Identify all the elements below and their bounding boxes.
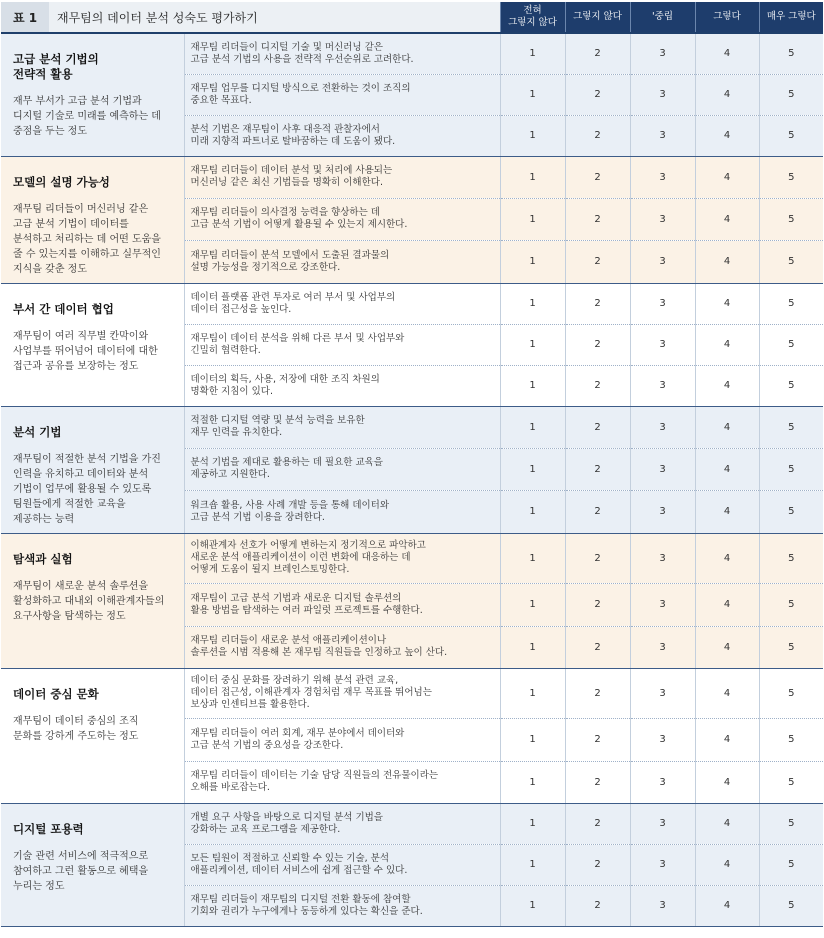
statement-text: 이해관계자 선호가 어떻게 변하는지 정기적으로 파악하고 새로운 분석 애플리케이션이 이런 변화에 대응하는 데 어떻게 도움이 될지 브레인스토밍한다.	[184, 533, 500, 583]
scale-strongly-disagree: 전혀 그렇지 않다	[500, 2, 565, 33]
score-option-5[interactable]: 5	[759, 583, 823, 626]
score-option-4[interactable]: 4	[695, 324, 759, 365]
statement-text: 재무팀 리더들이 데이터 분석 및 처리에 사용되는 머신러닝 같은 최신 기법들을 명확히 이해한다.	[184, 156, 500, 198]
score-option-2[interactable]: 2	[565, 241, 630, 283]
score-option-3[interactable]: 3	[630, 718, 695, 761]
table-row	[1, 803, 823, 844]
table-row	[1, 156, 823, 198]
score-option-2[interactable]: 2	[565, 33, 630, 74]
statement-text: 워크숍 활용, 사용 사례 개발 등을 통해 데이터와 고급 분석 기법 이용을 장려한다.	[184, 491, 500, 533]
score-option-5[interactable]: 5	[759, 74, 823, 115]
score-option-1[interactable]: 1	[500, 156, 565, 198]
category-description: 재무팀 리더들이 머신러닝 같은 고급 분석 기법이 데이터를 분석하고 처리하는 데 어떤 도움을 줄 수 있는지를 이해하고 실무적인 지식을 갖춘 정도	[13, 203, 161, 275]
score-option-1[interactable]: 1	[500, 241, 565, 283]
score-option-1[interactable]: 1	[500, 283, 565, 324]
score-option-5[interactable]: 5	[759, 626, 823, 668]
score-option-2[interactable]: 2	[565, 406, 630, 448]
score-option-3[interactable]: 3	[630, 33, 695, 74]
score-option-4[interactable]: 4	[695, 491, 759, 533]
statement-text: 분석 기법은 재무팀이 사후 대응적 관찰자에서 미래 지향적 파트너로 탈바꿈하는 데 도움이 됐다.	[184, 115, 500, 156]
score-option-5[interactable]: 5	[759, 198, 823, 240]
statement-text: 개별 요구 사항을 바탕으로 디지털 분석 기법을 강화하는 교육 프로그램을 제공한다.	[184, 803, 500, 844]
category-cell	[1, 803, 184, 926]
table-row	[1, 283, 823, 324]
score-option-3[interactable]: 3	[630, 283, 695, 324]
score-option-3[interactable]: 3	[630, 198, 695, 240]
score-option-5[interactable]: 5	[759, 803, 823, 844]
score-option-2[interactable]: 2	[565, 803, 630, 844]
score-option-1[interactable]: 1	[500, 198, 565, 240]
category-cell	[1, 668, 184, 803]
maturity-assessment-table	[1, 2, 823, 927]
score-option-1[interactable]: 1	[500, 324, 565, 365]
score-option-5[interactable]: 5	[759, 156, 823, 198]
score-option-2[interactable]: 2	[565, 448, 630, 490]
score-option-3[interactable]: 3	[630, 668, 695, 718]
score-option-1[interactable]: 1	[500, 74, 565, 115]
score-option-4[interactable]: 4	[695, 844, 759, 885]
category-title: 고급 분석 기법의 전략적 활용	[13, 52, 99, 81]
score-option-2[interactable]: 2	[565, 324, 630, 365]
score-option-2[interactable]: 2	[565, 885, 630, 926]
score-option-4[interactable]: 4	[695, 198, 759, 240]
category-cell	[1, 533, 184, 668]
score-option-2[interactable]: 2	[565, 533, 630, 583]
category-title: 데이터 중심 문화	[13, 686, 99, 701]
score-option-5[interactable]: 5	[759, 761, 823, 803]
score-option-2[interactable]: 2	[565, 844, 630, 885]
score-option-4[interactable]: 4	[695, 74, 759, 115]
category-cell	[1, 406, 184, 533]
scale-disagree: 그렇지 않다	[565, 2, 630, 33]
category-cell	[1, 33, 184, 156]
score-option-4[interactable]: 4	[695, 533, 759, 583]
statement-text: 모든 팀원이 적절하고 신뢰할 수 있는 기술, 분석 애플리케이션, 데이터 서비스에 쉽게 접근할 수 있다.	[184, 844, 500, 885]
category-description: 기술 관련 서비스에 적극적으로 참여하고 그런 활동으로 혜택을 누리는 정도	[13, 850, 149, 892]
category-title: 탐색과 실험	[13, 551, 73, 566]
score-option-2[interactable]: 2	[565, 583, 630, 626]
statement-text: 데이터의 획득, 사용, 저장에 대한 조직 차원의 명확한 지침이 있다.	[184, 365, 500, 406]
statement-text: 재무팀 업무를 디지털 방식으로 전환하는 것이 조직의 중요한 목표다.	[184, 74, 500, 115]
score-option-1[interactable]: 1	[500, 885, 565, 926]
score-option-1[interactable]: 1	[500, 668, 565, 718]
score-option-4[interactable]: 4	[695, 448, 759, 490]
score-option-4[interactable]: 4	[695, 283, 759, 324]
score-option-3[interactable]: 3	[630, 406, 695, 448]
category-description: 재무팀이 데이터 중심의 조직 문화를 강하게 주도하는 정도	[13, 715, 139, 742]
score-option-2[interactable]: 2	[565, 115, 630, 156]
score-option-1[interactable]: 1	[500, 761, 565, 803]
score-option-3[interactable]: 3	[630, 448, 695, 490]
score-option-3[interactable]: 3	[630, 156, 695, 198]
statement-text: 재무팀 리더들이 여러 회계, 재무 분야에서 데이터와 고급 분석 기법의 중요성을 강조한다.	[184, 718, 500, 761]
score-option-3[interactable]: 3	[630, 803, 695, 844]
score-option-3[interactable]: 3	[630, 74, 695, 115]
score-option-3[interactable]: 3	[630, 365, 695, 406]
score-option-5[interactable]: 5	[759, 241, 823, 283]
score-option-4[interactable]: 4	[695, 885, 759, 926]
score-option-5[interactable]: 5	[759, 718, 823, 761]
statement-text: 재무팀 리더들이 새로운 분석 애플리케이션이나 솔루션을 시범 적용해 본 재무팀 직원들을 인정하고 높이 산다.	[184, 626, 500, 668]
score-option-1[interactable]: 1	[500, 115, 565, 156]
statement-text: 적절한 디지털 역량 및 분석 능력을 보유한 재무 인력을 유치한다.	[184, 406, 500, 448]
table-row	[1, 406, 823, 448]
score-option-2[interactable]: 2	[565, 156, 630, 198]
score-option-5[interactable]: 5	[759, 448, 823, 490]
table-number: 표 1	[1, 2, 49, 33]
score-option-2[interactable]: 2	[565, 626, 630, 668]
score-option-5[interactable]: 5	[759, 885, 823, 926]
score-option-3[interactable]: 3	[630, 885, 695, 926]
statement-text: 재무팀 리더들이 재무팀의 디지털 전환 활동에 참여할 기회와 권리가 누구에게나 동등하게 있다는 확신을 준다.	[184, 885, 500, 926]
statement-text: 재무팀이 데이터 분석을 위해 다른 부서 및 사업부와 긴밀히 협력한다.	[184, 324, 500, 365]
score-option-3[interactable]: 3	[630, 583, 695, 626]
category-description: 재무 부서가 고급 분석 기법과 디지털 기술로 미래를 예측하는 데 중점을 두는 정도	[13, 96, 161, 137]
score-option-5[interactable]: 5	[759, 533, 823, 583]
score-option-1[interactable]: 1	[500, 533, 565, 583]
statement-text: 분석 기법을 제대로 활용하는 데 필요한 교육을 제공하고 지원한다.	[184, 448, 500, 490]
score-option-1[interactable]: 1	[500, 844, 565, 885]
statement-text: 재무팀 리더들이 분석 모델에서 도출된 결과물의 설명 가능성을 정기적으로 강조한다.	[184, 241, 500, 283]
statement-text: 재무팀이 고급 분석 기법과 새로운 디지털 솔루션의 활용 방법을 탐색하는 여러 파일럿 프로젝트를 수행한다.	[184, 583, 500, 626]
scale-neutral: '중립	[630, 2, 695, 33]
score-option-4[interactable]: 4	[695, 626, 759, 668]
score-option-3[interactable]: 3	[630, 241, 695, 283]
category-title: 디지털 포용력	[13, 821, 84, 836]
category-description: 재무팀이 새로운 분석 솔루션을 활성화하고 대내외 이해관계자들의 요구사항을 탐색하는 정도	[13, 580, 165, 622]
score-option-2[interactable]: 2	[565, 761, 630, 803]
score-option-1[interactable]: 1	[500, 718, 565, 761]
score-option-3[interactable]: 3	[630, 115, 695, 156]
score-option-4[interactable]: 4	[695, 583, 759, 626]
score-option-2[interactable]: 2	[565, 283, 630, 324]
score-option-4[interactable]: 4	[695, 115, 759, 156]
score-option-4[interactable]: 4	[695, 761, 759, 803]
scale-agree: 그렇다	[695, 2, 759, 33]
score-option-3[interactable]: 3	[630, 626, 695, 668]
score-option-4[interactable]: 4	[695, 803, 759, 844]
score-option-2[interactable]: 2	[565, 198, 630, 240]
score-option-2[interactable]: 2	[565, 668, 630, 718]
score-option-4[interactable]: 4	[695, 156, 759, 198]
statement-text: 재무팀 리더들이 의사결정 능력을 향상하는 데 고급 분석 기법이 어떻게 활용될 수 있는지 제시한다.	[184, 198, 500, 240]
score-option-5[interactable]: 5	[759, 844, 823, 885]
score-option-4[interactable]: 4	[695, 33, 759, 74]
score-option-2[interactable]: 2	[565, 74, 630, 115]
score-option-3[interactable]: 3	[630, 844, 695, 885]
score-option-5[interactable]: 5	[759, 324, 823, 365]
table-row	[1, 668, 823, 718]
score-option-3[interactable]: 3	[630, 324, 695, 365]
score-option-5[interactable]: 5	[759, 406, 823, 448]
score-option-5[interactable]: 5	[759, 283, 823, 324]
statement-text: 재무팀 리더들이 데이터는 기술 담당 직원들의 전유물이라는 오해를 바로잡는다.	[184, 761, 500, 803]
score-option-3[interactable]: 3	[630, 761, 695, 803]
scale-strongly-agree: 매우 그렇다	[759, 2, 823, 33]
category-title: 모델의 설명 가능성	[13, 174, 110, 189]
category-cell	[1, 283, 184, 406]
score-option-5[interactable]: 5	[759, 491, 823, 533]
category-title: 부서 간 데이터 협업	[13, 301, 114, 316]
score-option-4[interactable]: 4	[695, 365, 759, 406]
score-option-4[interactable]: 4	[695, 241, 759, 283]
score-option-1[interactable]: 1	[500, 626, 565, 668]
category-cell	[1, 156, 184, 283]
table-row	[1, 533, 823, 583]
score-option-1[interactable]: 1	[500, 583, 565, 626]
statement-text: 데이터 플랫폼 관련 투자로 여러 부서 및 사업부의 데이터 접근성을 높인다.	[184, 283, 500, 324]
category-description: 재무팀이 적절한 분석 기법을 가진 인력을 유치하고 데이터와 분석 기법이 업무에 활용될 수 있도록 팀원들에게 적절한 교육을 제공하는 능력	[13, 453, 161, 525]
category-title: 분석 기법	[13, 424, 62, 439]
table-row	[1, 33, 823, 74]
score-option-5[interactable]: 5	[759, 33, 823, 74]
score-option-5[interactable]: 5	[759, 115, 823, 156]
table-body	[1, 33, 823, 926]
score-option-2[interactable]: 2	[565, 365, 630, 406]
score-option-1[interactable]: 1	[500, 406, 565, 448]
score-option-3[interactable]: 3	[630, 491, 695, 533]
score-option-1[interactable]: 1	[500, 803, 565, 844]
score-option-1[interactable]: 1	[500, 365, 565, 406]
score-option-2[interactable]: 2	[565, 491, 630, 533]
score-option-5[interactable]: 5	[759, 365, 823, 406]
score-option-1[interactable]: 1	[500, 33, 565, 74]
statement-text: 데이터 중심 문화를 장려하기 위해 분석 관련 교육, 데이터 접근성, 이해관계자 경험처럼 재무 목표를 뛰어넘는 보상과 인센티브를 활용한다.	[184, 668, 500, 718]
table-header-row	[1, 2, 823, 33]
score-option-1[interactable]: 1	[500, 448, 565, 490]
category-description: 재무팀이 여러 직무별 칸막이와 사업부를 뛰어넘어 데이터에 대한 접근과 공유를 보장하는 정도	[13, 330, 158, 372]
score-option-4[interactable]: 4	[695, 668, 759, 718]
score-option-4[interactable]: 4	[695, 718, 759, 761]
score-option-1[interactable]: 1	[500, 491, 565, 533]
score-option-3[interactable]: 3	[630, 533, 695, 583]
score-option-4[interactable]: 4	[695, 406, 759, 448]
statement-text: 재무팀 리더들이 디지털 기술 및 머신러닝 같은 고급 분석 기법의 사용을 전략적 우선순위로 고려한다.	[184, 33, 500, 74]
score-option-2[interactable]: 2	[565, 718, 630, 761]
score-option-5[interactable]: 5	[759, 668, 823, 718]
table-title: 재무팀의 데이터 분석 성숙도 평가하기	[49, 2, 500, 33]
